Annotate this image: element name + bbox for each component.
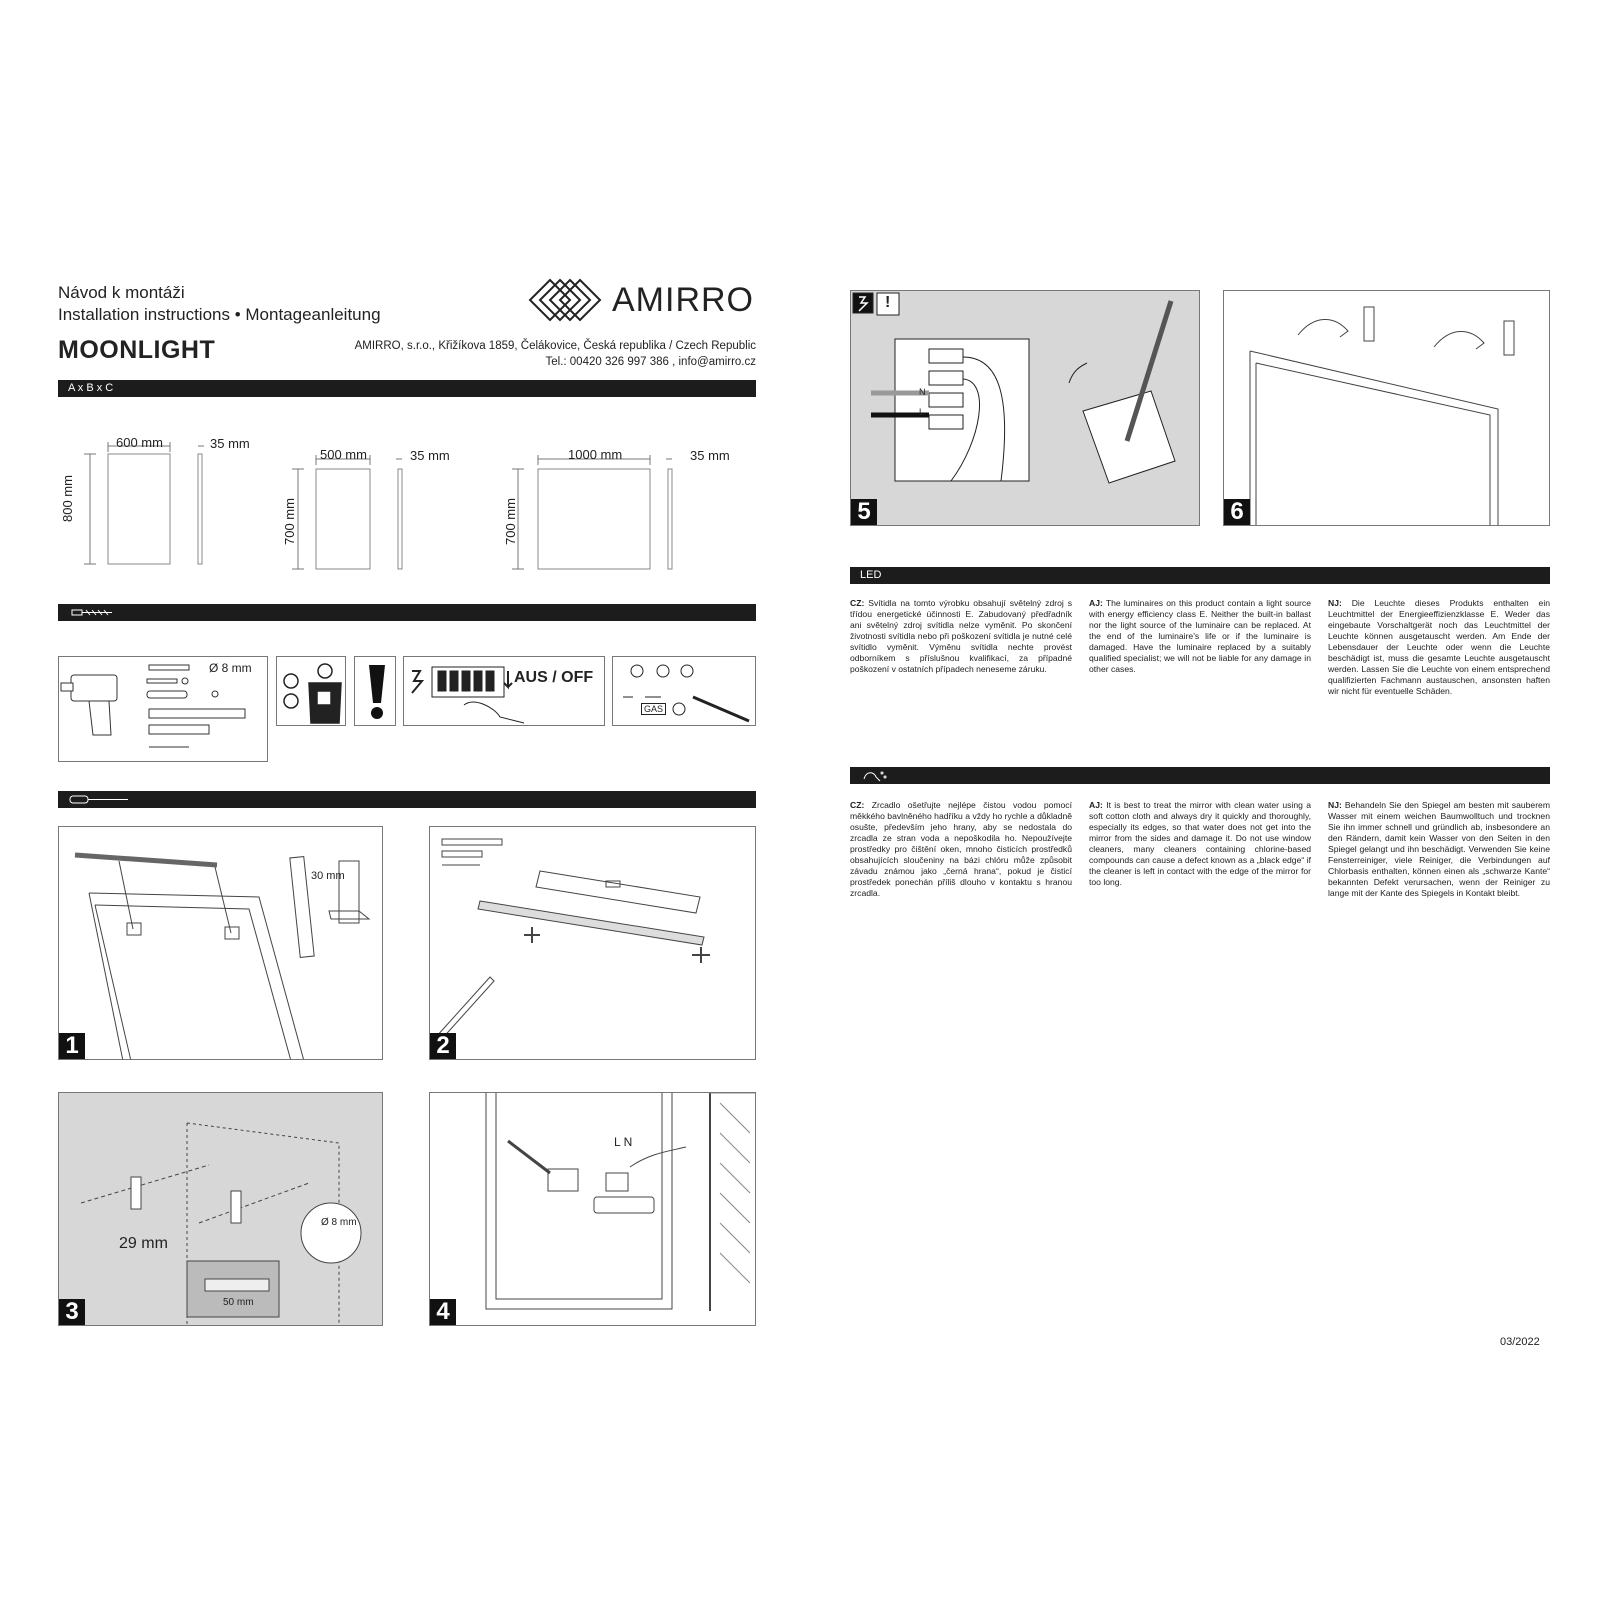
dimension-drawing-2	[280, 445, 420, 575]
dimensions-bar	[58, 380, 756, 397]
care-cz-label: CZ:	[850, 800, 865, 810]
step-5-l: L	[919, 407, 925, 417]
step-2-number: 2	[430, 1033, 456, 1059]
address-line-2: Tel.: 00420 326 997 386 , info@amirro.cz	[545, 356, 756, 368]
dim-2-depth: 35 mm	[410, 448, 450, 463]
dimensions-bar-label: A x B x C	[68, 382, 114, 394]
care-text-en	[1089, 800, 1311, 888]
care-en-text: It is best to treat the mirror with clean water using a soft cotton cloth and always dry it quickly and thoroughly, especially its edges, so that water does not get into the mirror from the sides and damage it. Do not use window cleaners, many cleaners containing chlorine-based compounds can cause a defect known as a „black edge“ if the cleaner is left in contact with the edge of the mirror for too long.	[1089, 800, 1311, 887]
led-cz-text: Svítidla na tomto výrobku obsahují světelný zdroj s třídou energetické účinnosti E. Zabudovaný předřadník ani světelný zdroj svítidla nelze vyměnit. Po skončení životnosti svítidla nebo při poškození svítidla je nutné celé svítidlo vyměnit. Výměnu svítidla nechte provést odborníkem s příslušnou kvalifikací, za případné poškození v ostatních případech neneseme záruku.	[850, 598, 1073, 674]
screwdriver-bar-icon	[68, 791, 138, 808]
step-5-n: N	[919, 387, 926, 397]
power-off-panel	[403, 656, 605, 726]
gas-icon	[613, 657, 756, 726]
led-de-text: Die Leuchte dieses Produkts enthalten ein Leuchtmittel der Energieeffizienzklasse E. Weder das eingebaute Vorschaltgerät noch das Leuchtmittel der Leuchte können ausgetauscht werden. Am Ende der Lebensdauer der Leuchte oder wenn die Leuchte beschädigt ist, muss die gesamte Leuchte ausgetauscht werden. Lassen Sie die Leuchte von einem entsprechend qualifizierten Fachmann austauschen, ansonsten haften wir nicht für eventuelle Schäden.	[1328, 598, 1551, 696]
two-person-icon	[277, 657, 346, 726]
led-en-label: AJ:	[1089, 598, 1103, 608]
step-3-illustration	[59, 1093, 383, 1326]
led-text-en	[1089, 598, 1311, 675]
title-en-de: Installation instructions • Montageanleitung	[58, 305, 381, 324]
care-en-label: AJ:	[1089, 800, 1103, 810]
product-name: MOONLIGHT	[58, 336, 216, 364]
led-bar	[850, 567, 1550, 584]
dim-2-height: 700 mm	[282, 498, 297, 545]
installation-bar	[58, 791, 756, 808]
care-text-de	[1328, 800, 1550, 899]
care-bar	[850, 767, 1550, 784]
step-1-number: 1	[59, 1033, 85, 1059]
two-person-panel	[276, 656, 346, 726]
step-1-illustration	[59, 827, 383, 1060]
step-5-panel	[850, 290, 1200, 526]
care-text-cz	[850, 800, 1072, 899]
led-bar-label: LED	[860, 569, 882, 581]
circuit-breaker-icon	[404, 657, 605, 726]
step-1-panel	[58, 826, 383, 1060]
step-1-measure: 30 mm	[311, 870, 345, 882]
care-icon	[860, 767, 890, 784]
step-6-number: 6	[1224, 499, 1250, 525]
dim-3-height: 700 mm	[503, 498, 518, 545]
warning-icon	[355, 657, 396, 726]
led-text-de	[1328, 598, 1550, 697]
drill-bit-icon	[68, 604, 118, 621]
step-4-wires: L N	[614, 1135, 633, 1149]
step-5-illustration	[851, 291, 1200, 526]
care-de-text: Behandeln Sie den Spiegel am besten mit sauberem Wasser mit einem weichen Baumwolltuch und trocknen Sie ihn immer schnell und gründlich ab, insbesondere an den Rändern, damit kein Wasser von den Seiten in den Spiegel gelangt und ihn beschädigt. Verwenden Sie keine Fensterreiniger, viele Reiniger, die Verbindungen auf Chlorbasis enthalten, können einen als „schwarze Kante“ bekannten Defekt verursachen, wenn der Reiniger zu lange mit der Kante des Spiegels in Kontakt bleibt.	[1328, 800, 1550, 898]
title-cz: Návod k montáži	[58, 283, 185, 302]
dimension-drawing-1	[70, 432, 220, 572]
step-6-illustration	[1224, 291, 1550, 526]
step-2-illustration	[430, 827, 756, 1060]
power-off-label: AUS / OFF	[514, 669, 594, 686]
led-en-text: The luminaires on this product contain a light source with energy efficiency class E. Neither the built-in ballast nor the light source of the luminaire can be replaced. At the end of the luminaire's life or if the luminaire is damaged. Have the luminaire replaced by a suitably qualified specialist; we will not be liable for any damage in other cases.	[1089, 598, 1311, 674]
dim-1-depth: 35 mm	[210, 436, 250, 451]
dim-3-width: 1000 mm	[568, 447, 623, 462]
dim-1-height: 800 mm	[60, 475, 75, 522]
step-4-panel	[429, 1092, 756, 1326]
drill-bit-size: Ø 8 mm	[209, 661, 252, 675]
tools-panel	[58, 656, 268, 762]
tools-bar	[58, 604, 756, 621]
step-3-panel	[58, 1092, 383, 1326]
amirro-logo-icon	[528, 276, 608, 326]
care-cz-text: Zrcadlo ošetřujte nejlépe čistou vodou pomocí měkkého bavlněného hadříku a vždy ho rychle a důkladně osušte, především jeho hrany, aby se nedostala do zrcadla ze stran voda a nepoškodila ho. Nepoužívejte prostředky pro čištění oken, mnoho čisticích prostředků obsahujících sloučeniny na bázi chlóru může způsobit závadu známou jako „černá hrana“, pokud je čisticí prostředek ponechán příliš dlouho v kontaktu s hranou zrcadla.	[850, 800, 1072, 898]
led-text-cz	[850, 598, 1072, 675]
step-6-panel	[1223, 290, 1550, 526]
address-line-1: AMIRRO, s.r.o., Křižíkova 1859, Čelákovice, Česká republika / Czech Republic	[354, 340, 756, 352]
dim-2-width: 500 mm	[320, 447, 367, 462]
step-3-bit: Ø 8 mm	[321, 1217, 357, 1228]
step-5-warning: !	[885, 294, 891, 311]
step-3-depth: 50 mm	[223, 1297, 254, 1308]
step-3-number: 3	[59, 1299, 85, 1325]
dim-3-depth: 35 mm	[690, 448, 730, 463]
step-4-illustration	[430, 1093, 756, 1326]
dimension-drawing-3	[500, 445, 690, 575]
step-2-panel	[429, 826, 756, 1060]
step-4-number: 4	[430, 1299, 456, 1325]
step-3-spacing: 29 mm	[119, 1235, 168, 1252]
brand-name: AMIRRO	[612, 281, 754, 319]
led-cz-label: CZ:	[850, 598, 865, 608]
hidden-utilities-panel	[612, 656, 756, 726]
gas-label: GAS	[641, 703, 666, 715]
document-date: 03/2022	[1500, 1336, 1540, 1348]
warning-panel	[354, 656, 396, 726]
led-de-label: NJ:	[1328, 598, 1342, 608]
dim-1-width: 600 mm	[116, 435, 163, 450]
step-5-number: 5	[851, 499, 877, 525]
care-de-label: NJ:	[1328, 800, 1342, 810]
